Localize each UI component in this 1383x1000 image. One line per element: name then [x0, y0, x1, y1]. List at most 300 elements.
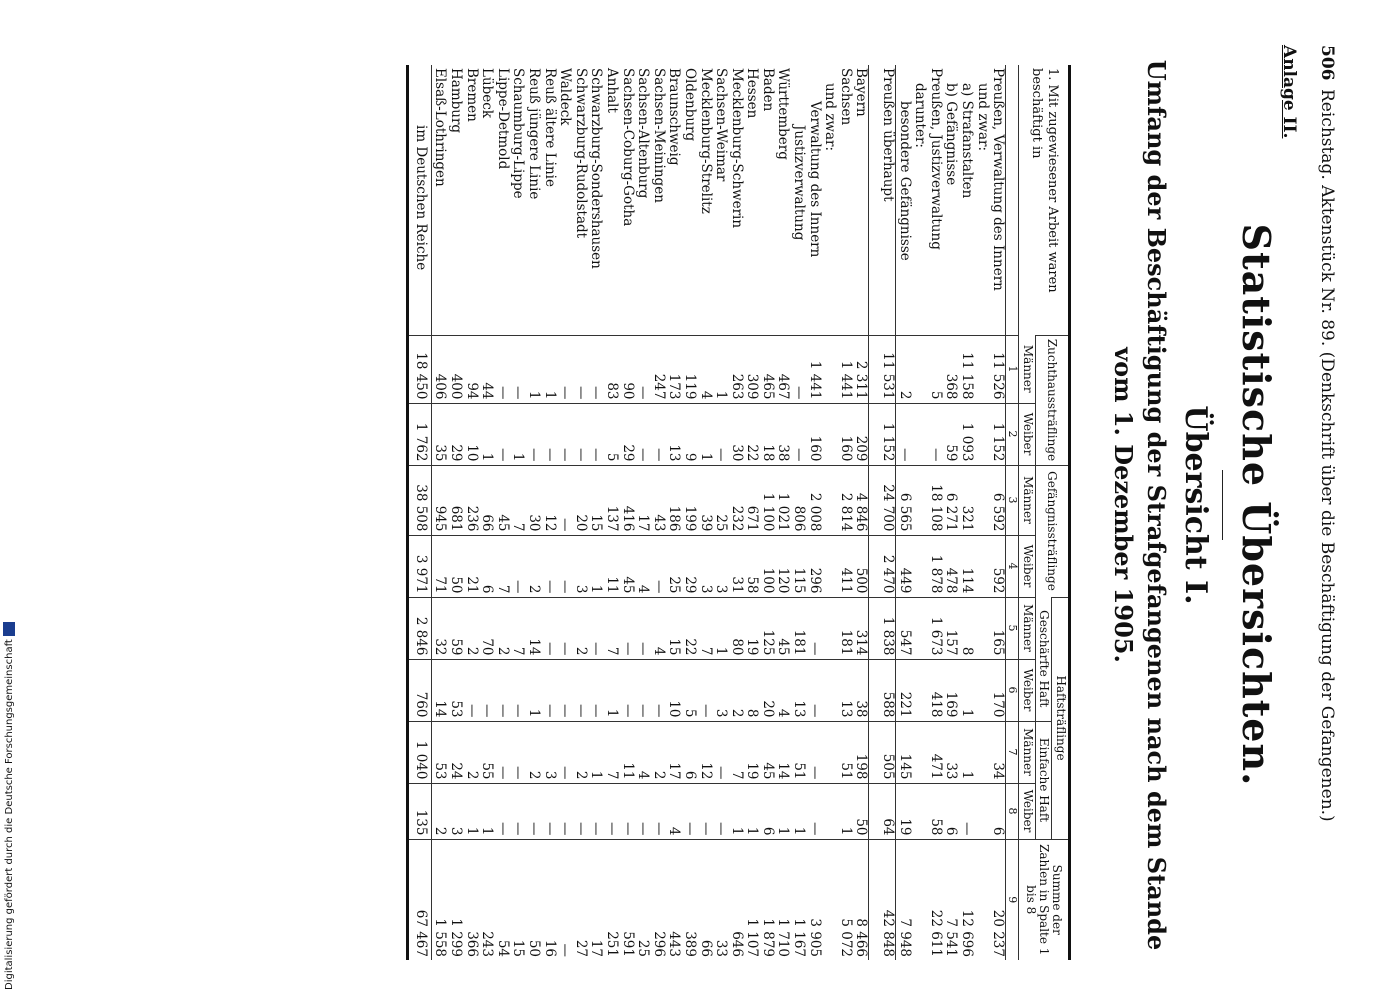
cell-value: — [494, 335, 510, 403]
cell-value: 173 [666, 335, 682, 403]
row-label: Schaumburg-Lippe [510, 68, 527, 199]
cell-value: — [525, 783, 541, 839]
cell-value: — [681, 783, 697, 839]
cell-value: 25 [666, 535, 682, 597]
cell-value: 1 [697, 403, 713, 465]
cell-value: 7 [494, 535, 510, 597]
cell-value: — [494, 659, 510, 721]
table-row [853, 65, 869, 960]
cell-value: — [557, 403, 573, 465]
cell-value: 243 [479, 839, 495, 960]
cell-value: — [791, 335, 807, 403]
table-row [431, 65, 447, 960]
cell-value: 27 [572, 839, 588, 960]
cell-value: 39 [697, 465, 713, 535]
cell-value: 5 072 [837, 839, 853, 960]
cell-value: — [525, 403, 541, 465]
cell-value: 38 [853, 659, 869, 721]
cell-value: — [697, 783, 713, 839]
table-row [837, 65, 853, 960]
group-haft: Haftsträflinge [1052, 597, 1070, 839]
cell-value: 236 [463, 465, 479, 535]
cell-value: 30 [728, 403, 744, 465]
cell-value: 38 [775, 403, 791, 465]
cell-value [912, 839, 928, 960]
row-label: Preußen, Verwaltung des Innern [990, 68, 1007, 291]
cell-value: 24 [447, 721, 463, 783]
header-label: 1. Mit zugewiesener Arbeit waren beschäftigt in [1028, 68, 1060, 293]
cell-value: 314 [853, 597, 869, 659]
cell-value: 94 [463, 335, 479, 403]
cell-value: 406 [431, 335, 447, 403]
table-row [943, 65, 959, 960]
annex-label: Anlage II. [1279, 45, 1299, 139]
cell-value: 4 [635, 721, 651, 783]
cell-value: 50 [853, 783, 869, 839]
cell-value: 33 [713, 839, 729, 960]
cell-value: 1 [525, 659, 541, 721]
cell-value: 18 [759, 403, 775, 465]
cell-value: — [650, 659, 666, 721]
group-gefaengnis: Gefängnissträflinge [1035, 465, 1069, 597]
cell-value: 29 [681, 535, 697, 597]
cell-value: — [635, 597, 651, 659]
digitization-stamp [1, 600, 19, 990]
cell-value: 681 [447, 465, 463, 535]
cell-value: 6 565 [896, 465, 912, 535]
cell-value: 32 [431, 597, 447, 659]
cell-value: 125 [759, 597, 775, 659]
col-number: 8 [1006, 783, 1019, 839]
cell-value: 2 [525, 721, 541, 783]
cell-value: 1 [479, 403, 495, 465]
cell-value: 1 152 [879, 403, 895, 465]
cell-value: 120 [775, 535, 791, 597]
row-label: Sachsen-Meiningen [650, 68, 667, 203]
row-label: Lübeck [479, 68, 496, 119]
row-label: Anhalt [603, 68, 620, 113]
row-label: Sachsen-Altenburg [635, 68, 652, 199]
dfg-logo [3, 622, 15, 636]
table-row [697, 65, 713, 960]
cell-value [912, 783, 928, 839]
cell-value: — [541, 403, 557, 465]
cell-value [912, 721, 928, 783]
cell-value: — [541, 597, 557, 659]
cell-value: 199 [681, 465, 697, 535]
cell-value: 1 [525, 335, 541, 403]
cell-value: 5 [927, 335, 943, 403]
table-row [744, 65, 760, 960]
cell-value: 16 [541, 839, 557, 960]
table-row [791, 65, 807, 960]
cell-value: — [572, 659, 588, 721]
cell-value: 3 [447, 783, 463, 839]
sex-header-m: Männer [1019, 597, 1036, 659]
cell-value: 100 [759, 535, 775, 597]
table-row [775, 65, 791, 960]
cell-value: 10 [666, 659, 682, 721]
table-row [879, 65, 895, 960]
cell-value: 25 [713, 465, 729, 535]
cell-value: 6 592 [990, 465, 1006, 535]
cell-value: 467 [775, 335, 791, 403]
cell-value: 2 [463, 721, 479, 783]
row-label: Preußen überhaupt [879, 65, 895, 335]
row-label: darunter: [912, 83, 929, 148]
cell-value: 10 [463, 403, 479, 465]
cell-value: — [463, 659, 479, 721]
cell-value: — [635, 335, 651, 403]
cell-value: — [806, 597, 822, 659]
cell-value: 1 673 [927, 597, 943, 659]
cell-value: 8 [744, 659, 760, 721]
cell-value: 17 [588, 839, 604, 960]
cell-value: — [510, 721, 526, 783]
cell-value: 1 [479, 783, 495, 839]
cell-value: — [588, 659, 604, 721]
cell-value: 1 152 [990, 403, 1006, 465]
row-label: im Deutschen Reiche [407, 65, 431, 335]
cell-value [822, 721, 838, 783]
cell-value: — [541, 535, 557, 597]
table-row [666, 65, 682, 960]
cell-value: — [572, 783, 588, 839]
statistics-table [406, 65, 1071, 960]
row-label: Sachsen-Coburg-Gotha [619, 68, 636, 227]
cell-value: — [541, 783, 557, 839]
cell-value: — [557, 659, 573, 721]
cell-value: 1 879 [759, 839, 775, 960]
cell-value: 51 [837, 721, 853, 783]
cell-value [912, 535, 928, 597]
header-label-cell [1019, 65, 1070, 335]
cell-value: 471 [927, 721, 943, 783]
cell-value: — [572, 403, 588, 465]
cell-value [912, 659, 928, 721]
sex-header-w: Weiber [1019, 783, 1036, 839]
cell-value: — [635, 783, 651, 839]
cell-value: 7 [510, 597, 526, 659]
cell-value: 186 [666, 465, 682, 535]
row-label: Hamburg [448, 68, 465, 134]
cell-value: — [650, 403, 666, 465]
cell-value: 18 450 [407, 335, 431, 403]
table-row [681, 65, 697, 960]
cell-value: 53 [431, 721, 447, 783]
cell-value: — [713, 403, 729, 465]
table-row [713, 65, 729, 960]
sex-header-m: Männer [1019, 465, 1036, 535]
cell-value: 11 [619, 721, 635, 783]
cell-value: 2 [896, 335, 912, 403]
cell-value: — [588, 403, 604, 465]
cell-value: 2 [572, 721, 588, 783]
cell-value: 34 [990, 721, 1006, 783]
row-label: Württemberg [775, 68, 792, 160]
cell-value: 145 [896, 721, 912, 783]
cell-value [822, 597, 838, 659]
sex-header-m: Männer [1019, 721, 1036, 783]
cell-value: 389 [681, 839, 697, 960]
cell-value: 1 [744, 783, 760, 839]
cell-value: 14 [775, 721, 791, 783]
cell-value: 50 [525, 839, 541, 960]
cell-value: 50 [447, 535, 463, 597]
cell-value: 135 [407, 783, 431, 839]
cell-value: 80 [728, 597, 744, 659]
cell-value: 2 [525, 535, 541, 597]
cell-value: 114 [958, 535, 974, 597]
cell-value: — [650, 783, 666, 839]
cell-value: 22 611 [927, 839, 943, 960]
cell-value [822, 839, 838, 960]
cell-value: 232 [728, 465, 744, 535]
cell-value: — [510, 335, 526, 403]
cell-value: — [588, 783, 604, 839]
row-label: Braunschweig [666, 68, 683, 166]
cell-value: — [806, 721, 822, 783]
cell-value: 90 [619, 335, 635, 403]
cell-value: — [635, 403, 651, 465]
cell-value: 170 [990, 659, 1006, 721]
cell-value: — [713, 721, 729, 783]
cell-value [912, 403, 928, 465]
table-row [759, 65, 775, 960]
row-label: Preußen, Justizverwaltung [927, 68, 944, 250]
cell-value: 1 167 [791, 839, 807, 960]
cell-value: 181 [791, 597, 807, 659]
cell-value: — [588, 597, 604, 659]
cell-value: 157 [943, 597, 959, 659]
cell-value: 19 [744, 721, 760, 783]
total-row [407, 65, 431, 960]
cell-value: 59 [447, 597, 463, 659]
cell-value: — [557, 597, 573, 659]
cell-value: 9 [681, 403, 697, 465]
cell-value: 7 948 [896, 839, 912, 960]
cell-value: 263 [728, 335, 744, 403]
cell-value: 15 [510, 839, 526, 960]
cell-value: 2 311 [853, 335, 869, 403]
sex-header-w: Weiber [1019, 403, 1036, 465]
cell-value: — [494, 721, 510, 783]
cell-value: 54 [494, 839, 510, 960]
cell-value: 1 [713, 597, 729, 659]
cell-value: 165 [990, 597, 1006, 659]
cell-value: — [557, 783, 573, 839]
cell-value: 59 [943, 403, 959, 465]
table-title-line-1: Umfang der Beschäftigung der Strafgefangenen nach dem Stande [1142, 59, 1171, 951]
cell-value [822, 335, 838, 403]
cell-value: 1 299 [447, 839, 463, 960]
cell-value: 945 [431, 465, 447, 535]
cell-value [912, 335, 928, 403]
cell-value: 4 [697, 335, 713, 403]
cell-value: 1 [837, 783, 853, 839]
cell-value: 1 558 [431, 839, 447, 960]
cell-value [912, 465, 928, 535]
cell-value: 806 [791, 465, 807, 535]
cell-value: 6 [479, 535, 495, 597]
table-row [974, 65, 990, 960]
cell-value: 321 [958, 465, 974, 535]
table-row [806, 65, 822, 960]
cell-value: 70 [479, 597, 495, 659]
cell-value: 7 541 [943, 839, 959, 960]
cell-value: — [958, 783, 974, 839]
cell-value: 22 [744, 403, 760, 465]
cell-value: 8 [958, 597, 974, 659]
cell-value: 13 [666, 403, 682, 465]
cell-value: 20 [572, 465, 588, 535]
cell-value: 1 093 [958, 403, 974, 465]
cell-value: 6 [943, 783, 959, 839]
cell-value: 24 700 [879, 465, 895, 535]
cell-value: 2 [728, 659, 744, 721]
table-row [635, 65, 651, 960]
cell-value: 251 [603, 839, 619, 960]
table-row [822, 65, 838, 960]
cell-value [974, 535, 990, 597]
cell-value: — [603, 783, 619, 839]
cell-value: 66 [697, 839, 713, 960]
cell-value: 760 [407, 659, 431, 721]
row-label: besondere Gefängnisse [896, 101, 913, 261]
col-number: 7 [1006, 721, 1019, 783]
cell-value: 8 466 [853, 839, 869, 960]
row-label: Waldeck [557, 68, 574, 126]
table-row [912, 65, 928, 960]
cell-value [974, 839, 990, 960]
row-label: Elsaß-Lothringen [432, 68, 449, 187]
cell-value: 309 [744, 335, 760, 403]
cell-value: 6 271 [943, 465, 959, 535]
cell-value: 22 [681, 597, 697, 659]
cell-value: 38 508 [407, 465, 431, 535]
group-summe: Summe der Zahlen in Spalte 1 bis 8 [1019, 839, 1070, 960]
cell-value: 12 [697, 721, 713, 783]
cell-value: 1 [728, 783, 744, 839]
row-label: a) Strafanstalten [959, 83, 976, 199]
table-row [525, 65, 541, 960]
cell-value: 137 [603, 465, 619, 535]
row-label: Hessen [744, 68, 761, 119]
cell-value: 20 [759, 659, 775, 721]
cell-value: 33 [943, 721, 959, 783]
cell-value: 588 [879, 659, 895, 721]
table-row [541, 65, 557, 960]
cell-value: 15 [588, 465, 604, 535]
cell-value: 5 [603, 403, 619, 465]
row-label: und zwar: [974, 83, 991, 152]
table-row [958, 65, 974, 960]
cell-value: — [927, 403, 943, 465]
cell-value: — [510, 659, 526, 721]
row-label: Schwarzburg-Sondershausen [588, 68, 605, 269]
cell-value: 160 [837, 403, 853, 465]
cell-value: 18 108 [927, 465, 943, 535]
cell-value: 15 [666, 597, 682, 659]
cell-value: 14 [525, 597, 541, 659]
row-label: Schwarzburg-Rudolstadt [572, 68, 589, 239]
row-label: Sachsen [837, 68, 854, 126]
cell-value: 296 [650, 839, 666, 960]
cell-value: 11 531 [879, 335, 895, 403]
rotated-page-content [41, 45, 1341, 965]
cell-value: 547 [896, 597, 912, 659]
cell-value: 591 [619, 839, 635, 960]
cell-value: 83 [603, 335, 619, 403]
cell-value: 1 878 [927, 535, 943, 597]
cell-value: — [510, 535, 526, 597]
cell-value [822, 403, 838, 465]
col-number: 3 [1006, 465, 1019, 535]
cell-value: 2 [431, 783, 447, 839]
cell-value: 209 [853, 403, 869, 465]
cell-value: — [541, 659, 557, 721]
sex-header-m: Männer [1019, 335, 1036, 403]
table-row [557, 65, 573, 960]
col-number-blank [1006, 65, 1019, 335]
cell-value: 67 467 [407, 839, 431, 960]
cell-value: 169 [943, 659, 959, 721]
cell-value [912, 597, 928, 659]
cell-value: 1 710 [775, 839, 791, 960]
cell-value: 1 [541, 335, 557, 403]
cell-value: 3 [572, 535, 588, 597]
cell-value: 1 441 [837, 335, 853, 403]
stamp-text: Digitalisierung gefördert durch die Deutsche Forschungsgemeinschaft [4, 639, 15, 990]
cell-value: 13 [837, 659, 853, 721]
cell-value: 42 848 [879, 839, 895, 960]
row-label: Reuß ältere Linie [541, 68, 558, 187]
cell-value: 12 [541, 465, 557, 535]
cell-value: 366 [463, 839, 479, 960]
cell-value: 416 [619, 465, 635, 535]
cell-value: 119 [681, 335, 697, 403]
table-row [494, 65, 510, 960]
cell-value: 13 [791, 659, 807, 721]
cell-value [974, 465, 990, 535]
cell-value: 1 [463, 783, 479, 839]
group-geschaerfte-haft: Geschärfte Haft [1035, 597, 1052, 721]
cell-value: 160 [806, 403, 822, 465]
row-label: Mecklenburg-Schwerin [728, 68, 745, 229]
running-header [1311, 45, 1341, 965]
cell-value: 71 [431, 535, 447, 597]
col-number: 6 [1006, 659, 1019, 721]
row-label: Sachsen-Weimar [713, 68, 730, 182]
cell-value: 45 [494, 465, 510, 535]
cell-value: 2 008 [806, 465, 822, 535]
cell-value: — [635, 659, 651, 721]
table-row [588, 65, 604, 960]
cell-value: 6 [681, 721, 697, 783]
cell-value: 198 [853, 721, 869, 783]
cell-value: 1 [775, 783, 791, 839]
cell-value: 30 [525, 465, 541, 535]
table-row [463, 65, 479, 960]
row-label: Bremen [463, 68, 480, 122]
row-label: Baden [759, 68, 776, 112]
row-label: Reuß jüngere Linie [526, 68, 542, 200]
cell-value: — [557, 721, 573, 783]
cell-value: 418 [927, 659, 943, 721]
table-row [990, 65, 1006, 960]
table-row [728, 65, 744, 960]
col-number: 1 [1006, 335, 1019, 403]
